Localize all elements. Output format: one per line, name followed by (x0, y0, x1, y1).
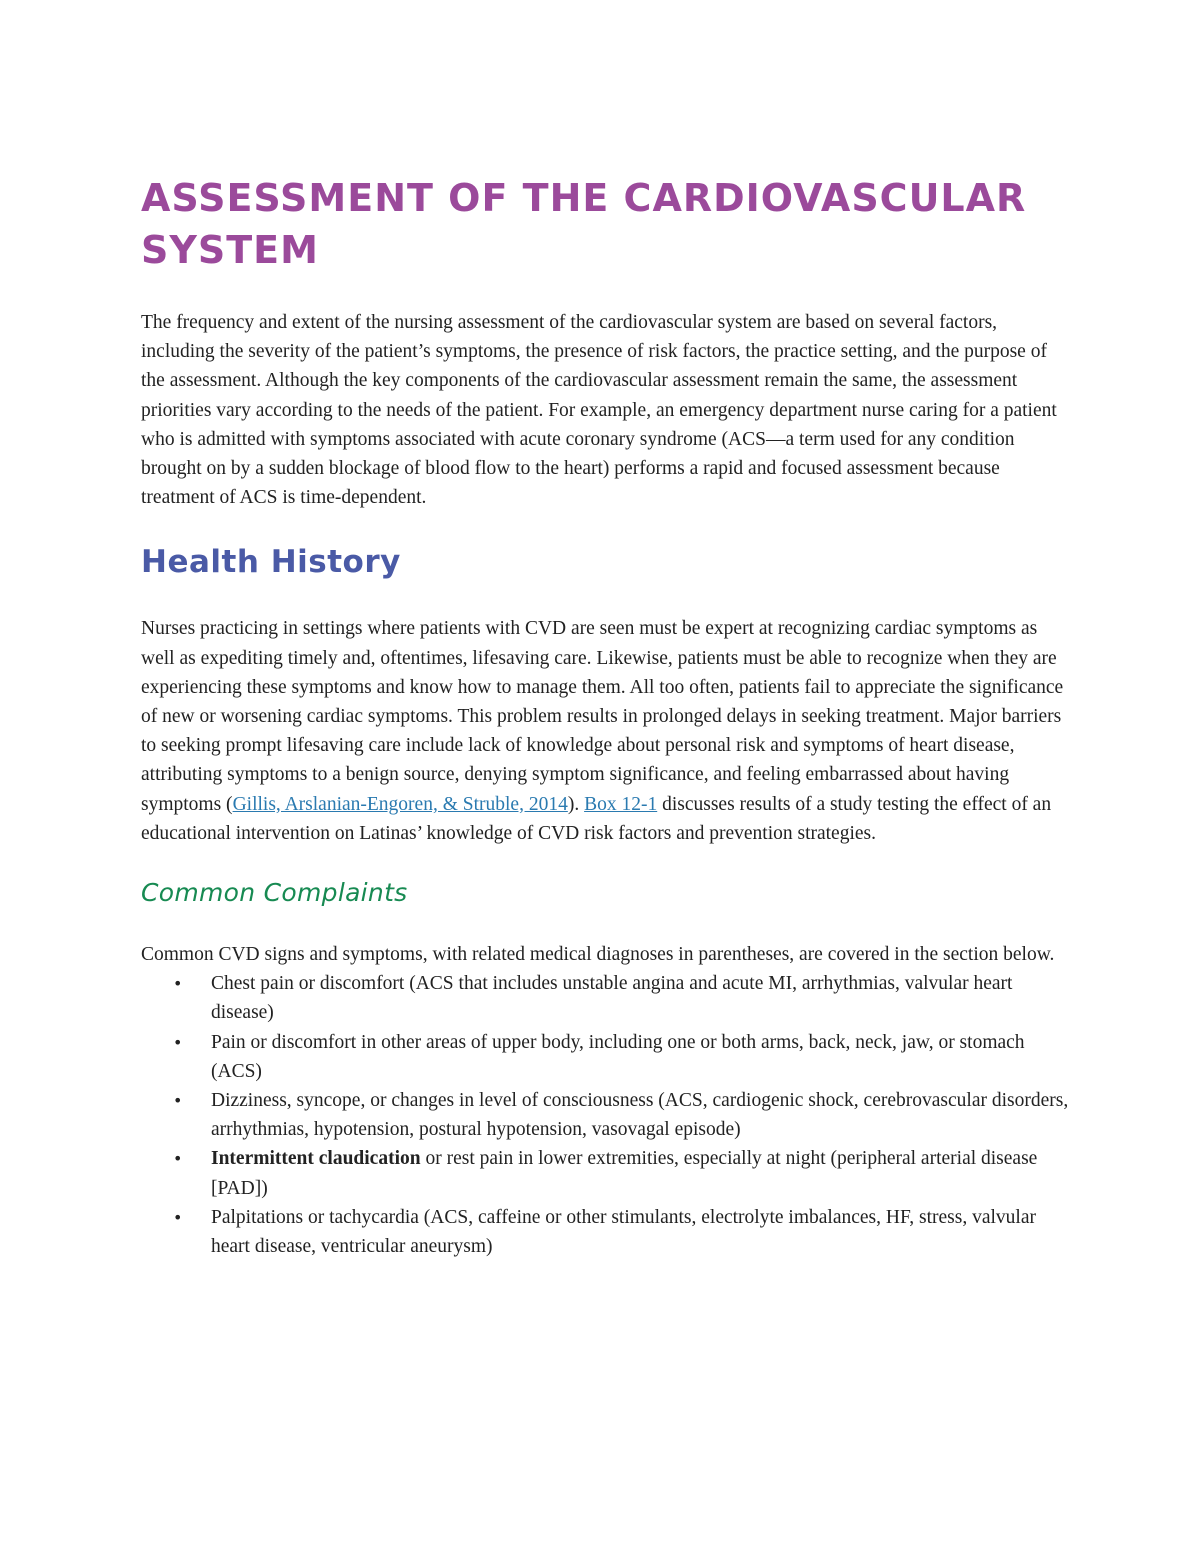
list-item-text: Dizziness, syncope, or changes in level of consciousness (ACS, cardiogenic shock, cerebrovascular disorders, arrhythmias, hypotension, postural hypotension, vasovagal episode) (211, 1090, 1069, 1141)
bullet-icon: • (173, 1207, 183, 1227)
citation-link[interactable]: Gillis, Arslanian-Engoren, & Struble, 2014 (232, 793, 568, 815)
list-item (141, 1086, 1071, 1144)
box-reference-link[interactable]: Box 12-1 (584, 793, 658, 815)
section-heading-common-complaints: Common Complaints (141, 878, 408, 908)
list-item-text: or rest pain in lower extremities, especially at night (peripheral arterial disease [PAD]) (211, 1148, 1038, 1199)
intro-paragraph: The frequency and extent of the nursing assessment of the cardiovascular system are based on several factors, including the severity of the patient’s symptoms, the presence of risk factors, the practice setting, and the purpose of the assessment. Although the key components of the cardiovascular assessment remain the same, the assessment priorities vary according to the needs of the patient. For example, an emergency department nurse caring for a patient who is admitted with symptoms associated with acute coronary syndrome (ACS—a term used for any condition brought on by a sudden blockage of blood flow to the heart) performs a rapid and focused assessment because treatment of ACS is time-dependent. (141, 312, 1057, 509)
list-item-bold: Intermittent claudication (211, 1148, 421, 1170)
section-heading-health-history: Health History (141, 544, 401, 581)
list-item-text: Palpitations or tachycardia (ACS, caffeine or other stimulants, electrolyte imbalances, HF, stress, valvular heart disease, ventricular aneurysm) (211, 1206, 1036, 1258)
health-history-paragraph (141, 614, 1071, 848)
bullet-icon: • (173, 974, 183, 994)
list-item (141, 1028, 1071, 1086)
health-history-text-middle: ). (567, 793, 585, 815)
list-item (141, 1203, 1071, 1261)
list-item (141, 969, 1071, 1027)
bullet-icon: • (173, 1032, 183, 1052)
list-item (141, 1144, 1071, 1202)
list-item-text: Pain or discomfort in other areas of upper body, including one or both arms, back, neck, jaw, or stomach (ACS) (211, 1031, 1025, 1082)
health-history-text-start: Nurses practicing in settings where patients with CVD are seen must be expert at recognizing cardiac symptoms as well as expediting timely and, oftentimes, lifesaving care. Likewise, patients must be able to recognize when they are experiencing these symptoms and know how to manage them. All too often, patients fail to appreciate the significance of new or worsening cardiac symptoms. This problem results in prolonged delays in seeking treatment. Major barriers to seeking prompt lifesaving care include lack of knowledge about personal risk and symptoms of heart disease, attributing symptoms to a benign source, denying symptom significance, and feeling embarrassed about having symptoms ( (141, 618, 1064, 815)
bullet-icon: • (173, 1149, 183, 1169)
bullet-icon: • (173, 1091, 183, 1111)
symptom-list (141, 969, 1071, 1261)
health-history-text-end: discusses results of a study testing the effect of an educational intervention on Latinas’ knowledge of CVD risk factors and prevention strategies. (141, 793, 1052, 844)
document-content (141, 172, 1071, 1261)
common-complaints-intro: Common CVD signs and symptoms, with related medical diagnoses in parentheses, are covered in the section below. (141, 944, 1055, 966)
list-item-text: Chest pain or discomfort (ACS that includes unstable angina and acute MI, arrhythmias, valvular heart disease) (211, 973, 1013, 1024)
page-title: ASSESSMENT OF THE CARDIOVASCULAR SYSTEM (141, 176, 1027, 272)
